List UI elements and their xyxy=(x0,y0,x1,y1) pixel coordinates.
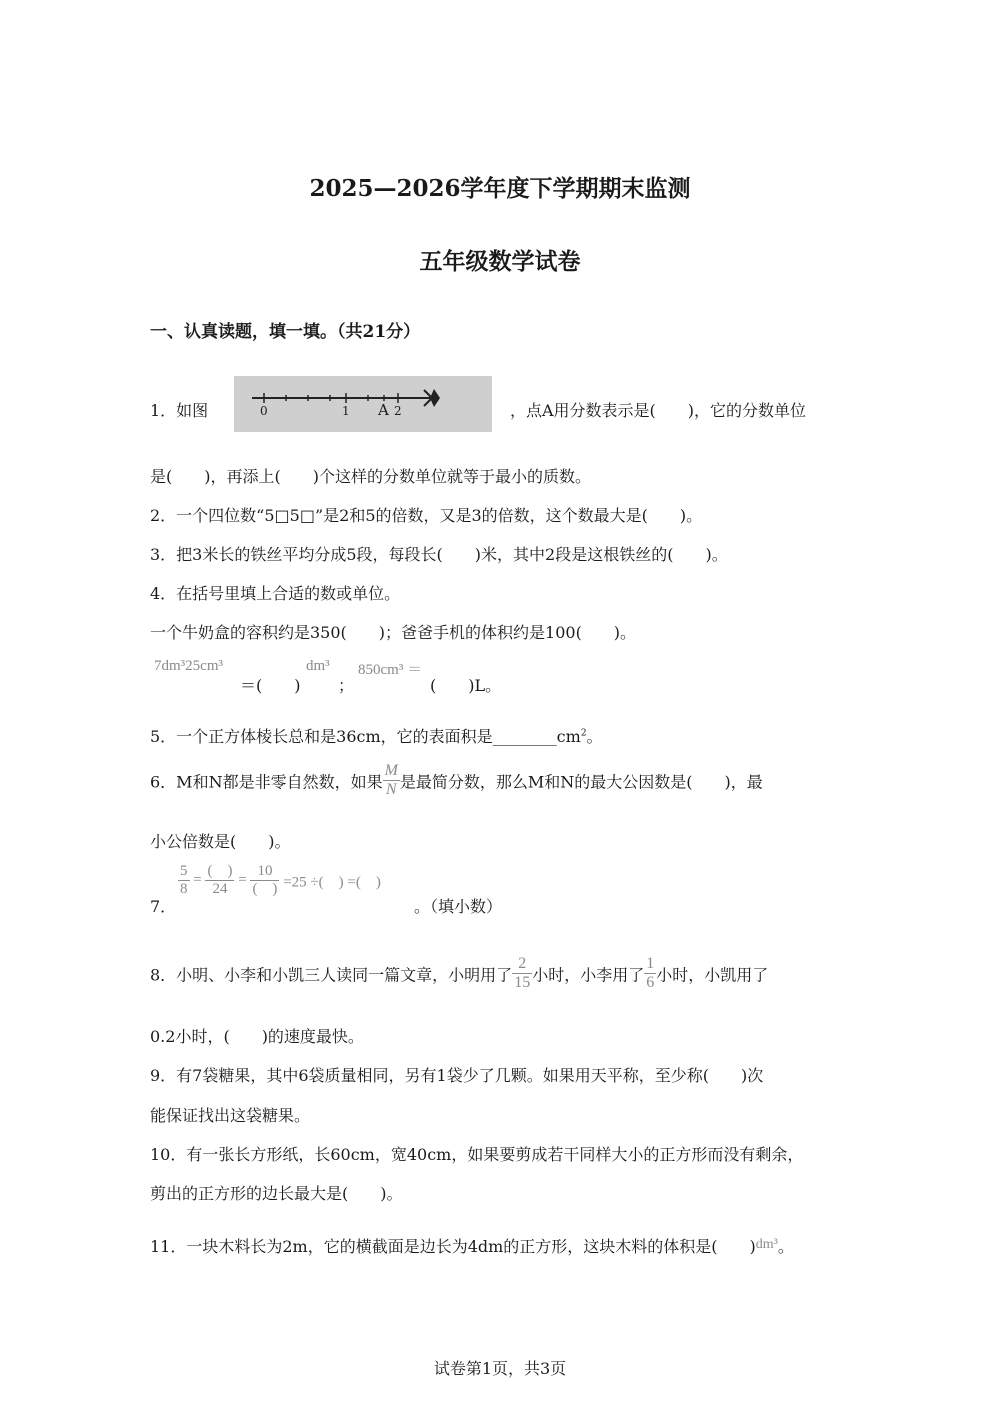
q8-mid: 小时，小李用了 xyxy=(532,965,645,985)
q8-line2: 0.2小时，( )的速度最快。 xyxy=(150,1027,364,1046)
q4-line2: 一个牛奶盒的容积约是350( )；爸爸手机的体积约是100( )。 xyxy=(150,623,637,642)
q8-frac1 xyxy=(512,955,532,993)
q7-f3-num: 10 xyxy=(250,863,279,881)
q9-line2: 能保证找出这袋糖果。 xyxy=(150,1106,311,1125)
number-line-image xyxy=(234,376,492,432)
q7-f2-den: 24 xyxy=(212,881,228,898)
q7-eq2: = xyxy=(238,872,247,889)
q4-expr-b: ＝( ) xyxy=(240,676,301,695)
q1-prefix: 1．如图 xyxy=(150,401,209,420)
q6-suffix: 是最简分数，那么M和N的最大公因数是( )，最 xyxy=(399,772,763,792)
q5-end: 。 xyxy=(586,727,603,746)
page-title: 2025—2026学年度下学期期末监测 xyxy=(309,175,691,202)
q9-line1: 9．有7袋糖果，其中6袋质量相同，另有1袋少了几颗。如果用天平称，至少称( )次 xyxy=(150,1066,764,1085)
q6-line2: 小公倍数是( )。 xyxy=(150,832,291,851)
q11-end: 。 xyxy=(777,1237,794,1256)
q4-line1: 4．在括号里填上合适的数或单位。 xyxy=(150,584,401,603)
number-line-graphic xyxy=(234,376,492,432)
page-footer: 试卷第1页，共3页 xyxy=(433,1359,567,1378)
q2-text: 2．一个四位数“5□5□”是2和5的倍数，又是3的倍数，这个数最大是( )。 xyxy=(150,506,703,525)
q10-line1: 10．有一张长方形纸，长60cm，宽40cm，如果要剪成若干同样大小的正方形而没有剩余， xyxy=(150,1145,804,1164)
q4-unit-dm3: dm³ xyxy=(306,658,330,674)
tick-label-a: A xyxy=(378,401,389,419)
q4-expr-f: ( )L。 xyxy=(430,676,502,695)
q4-separator: ； xyxy=(338,676,355,695)
q7-frac3 xyxy=(250,863,279,899)
q7-frac2 xyxy=(205,863,234,899)
q8-f2-num: 1 xyxy=(644,955,656,974)
q6-fraction xyxy=(383,762,400,800)
q7-suffix: 。（填小数） xyxy=(414,897,503,916)
tick-label-0: 0 xyxy=(260,404,268,418)
q8-f1-num: 2 xyxy=(512,955,532,974)
q1-line2: 是( )，再添上( )个这样的分数单位就等于最小的质数。 xyxy=(150,467,591,486)
q4-expr-e: 850cm³ ＝ xyxy=(358,662,423,678)
q4-expr-a: 7dm³25cm³ xyxy=(154,658,223,674)
q1-text: ，点A用分数表示是( )，它的分数单位 xyxy=(510,401,807,420)
q6-prefix: 6．M和N都是非零自然数，如果 xyxy=(150,772,383,792)
q7-eq1: = xyxy=(193,872,202,889)
q8-suffix: 小时，小凯用了 xyxy=(656,965,769,985)
tick-label-2: 2 xyxy=(394,404,402,418)
q8-f2-den: 6 xyxy=(646,974,655,992)
q8-prefix: 8．小明、小李和小凯三人读同一篇文章，小明用了 xyxy=(150,965,513,985)
section-heading: 一、认真读题，填一填。（共21分） xyxy=(150,322,421,342)
q8-frac2 xyxy=(644,955,656,993)
q7-f3-den: ( ) xyxy=(252,881,278,898)
q10-line2: 剪出的正方形的边长最大是( )。 xyxy=(150,1184,403,1203)
q6-den: N xyxy=(385,781,397,799)
tick-label-1: 1 xyxy=(342,404,350,418)
q6-num: M xyxy=(383,762,400,781)
q3-text: 3．把3米长的铁丝平均分成5段，每段长( )米，其中2段是这根铁丝的( )。 xyxy=(150,545,728,564)
q5-sup: 2 xyxy=(580,728,587,739)
q6-text xyxy=(150,762,763,800)
q7-rest: =25 ÷( ) =( ) xyxy=(283,874,381,891)
q5-text xyxy=(150,724,603,747)
q7-label: 7． xyxy=(150,897,177,916)
q11-unit: dm³ xyxy=(755,1237,778,1252)
q8-text xyxy=(150,955,768,993)
q7-f2-num: ( ) xyxy=(205,863,234,881)
q11-text xyxy=(150,1234,794,1257)
q7-f1-den: 8 xyxy=(180,881,188,898)
q5-body: 5．一个正方体棱长总和是36cm，它的表面积是________cm xyxy=(150,727,581,746)
q11-body: 11．一块木料长为2m，它的横截面是边长为4dm的正方形，这块木料的体积是( ) xyxy=(150,1237,756,1256)
q7-f1-num: 5 xyxy=(178,863,190,881)
q8-f1-den: 15 xyxy=(514,974,531,992)
q7-equation xyxy=(178,863,381,899)
page-subtitle: 五年级数学试卷 xyxy=(419,248,581,275)
q7-frac1 xyxy=(178,863,190,899)
